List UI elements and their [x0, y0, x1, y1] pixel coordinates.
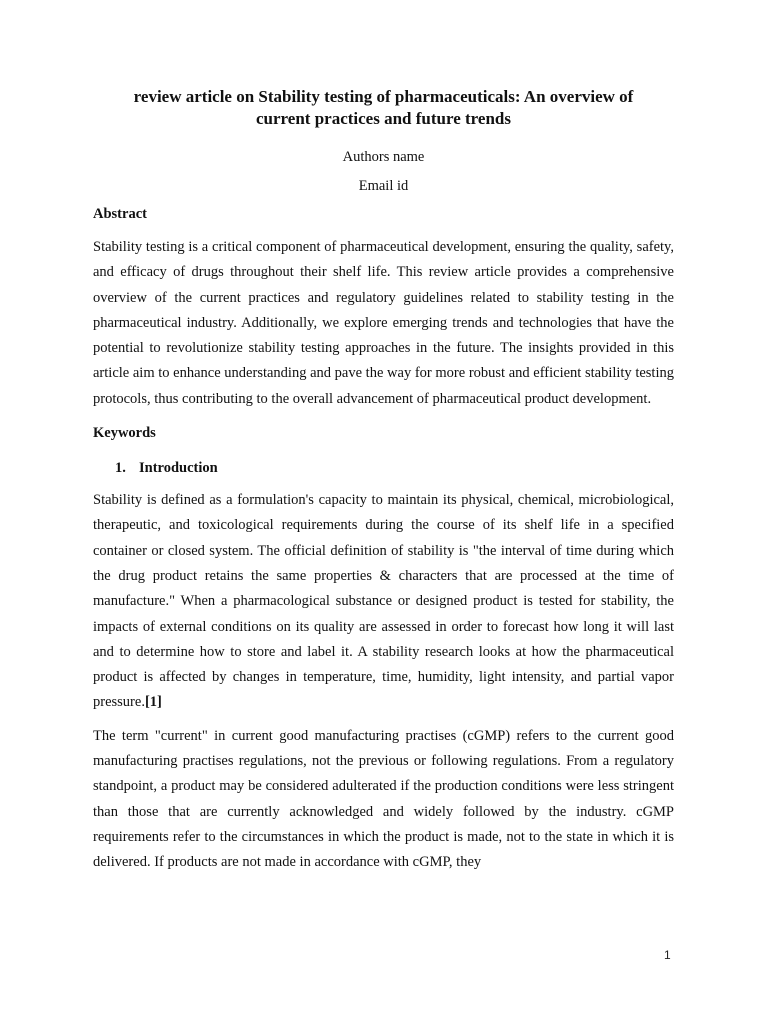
article-title-line-1: review article on Stability testing of pharmaceuticals: An overview of: [133, 87, 634, 106]
cgmp-paragraph: The term "current" in current good manufacturing practises (cGMP) refers to the current good manufacturing practises regulations, not the previous or following regulations. From a regulatory standpoint, a product may be considered adulterated if the production conditions were less stringent than those that are currently acknowledged and widely followed by the industry. cGMP requirements refer to the circumstances in which the product is made, not to the state in which it is delivered. If products are not made in accordance with cGMP, they: [93, 727, 674, 871]
authors-name: Authors name: [342, 149, 425, 165]
document-page: [93, 86, 674, 876]
email-id: Email id: [358, 178, 409, 194]
introduction-heading-text: Introduction: [139, 460, 218, 477]
citation-1: [1]: [144, 694, 162, 711]
introduction-text: Stability is defined as a formulation's capacity to maintain its physical, chemical, microbiological, therapeutic, and toxicological requirements during the course of its shelf life in a specified container or closed system. The official definition of stability is "the interval of time during which the drug product retains the same properties & characters that are processed at the time of manufacture." When a pharmacological substance or designed product is tested for stability, the impacts of external conditions on its quality are assessed in order to forecast how long it will last and to determine how to store and label it. A stability research looks at how the pharmaceutical product is affected by changes in temperature, time, humidity, light intensity, and partial vapor pressure.: [93, 492, 674, 711]
article-title-line-2: current practices and future trends: [256, 109, 511, 128]
abstract-heading: Abstract: [93, 206, 147, 222]
page-number: 1: [664, 948, 671, 962]
abstract-paragraph: Stability testing is a critical component of pharmaceutical development, ensuring the quality, safety, and efficacy of drugs throughout their shelf life. This review article provides a comprehensive overview of the current practices and regulatory guidelines related to stability testing in the pharmaceutical industry. Additionally, we explore emerging trends and technologies that have the potential to revolutionize stability testing approaches in the future. The insights provided in this article aim to enhance understanding and pave the way for more robust and efficient stability testing protocols, thus contributing to the overall advancement of pharmaceutical product development.: [93, 239, 674, 407]
keywords-heading: Keywords: [93, 425, 156, 442]
introduction-number: 1.: [115, 460, 126, 477]
introduction-paragraph: [93, 488, 674, 716]
introduction-heading: [93, 459, 674, 477]
article-title: [93, 86, 674, 130]
